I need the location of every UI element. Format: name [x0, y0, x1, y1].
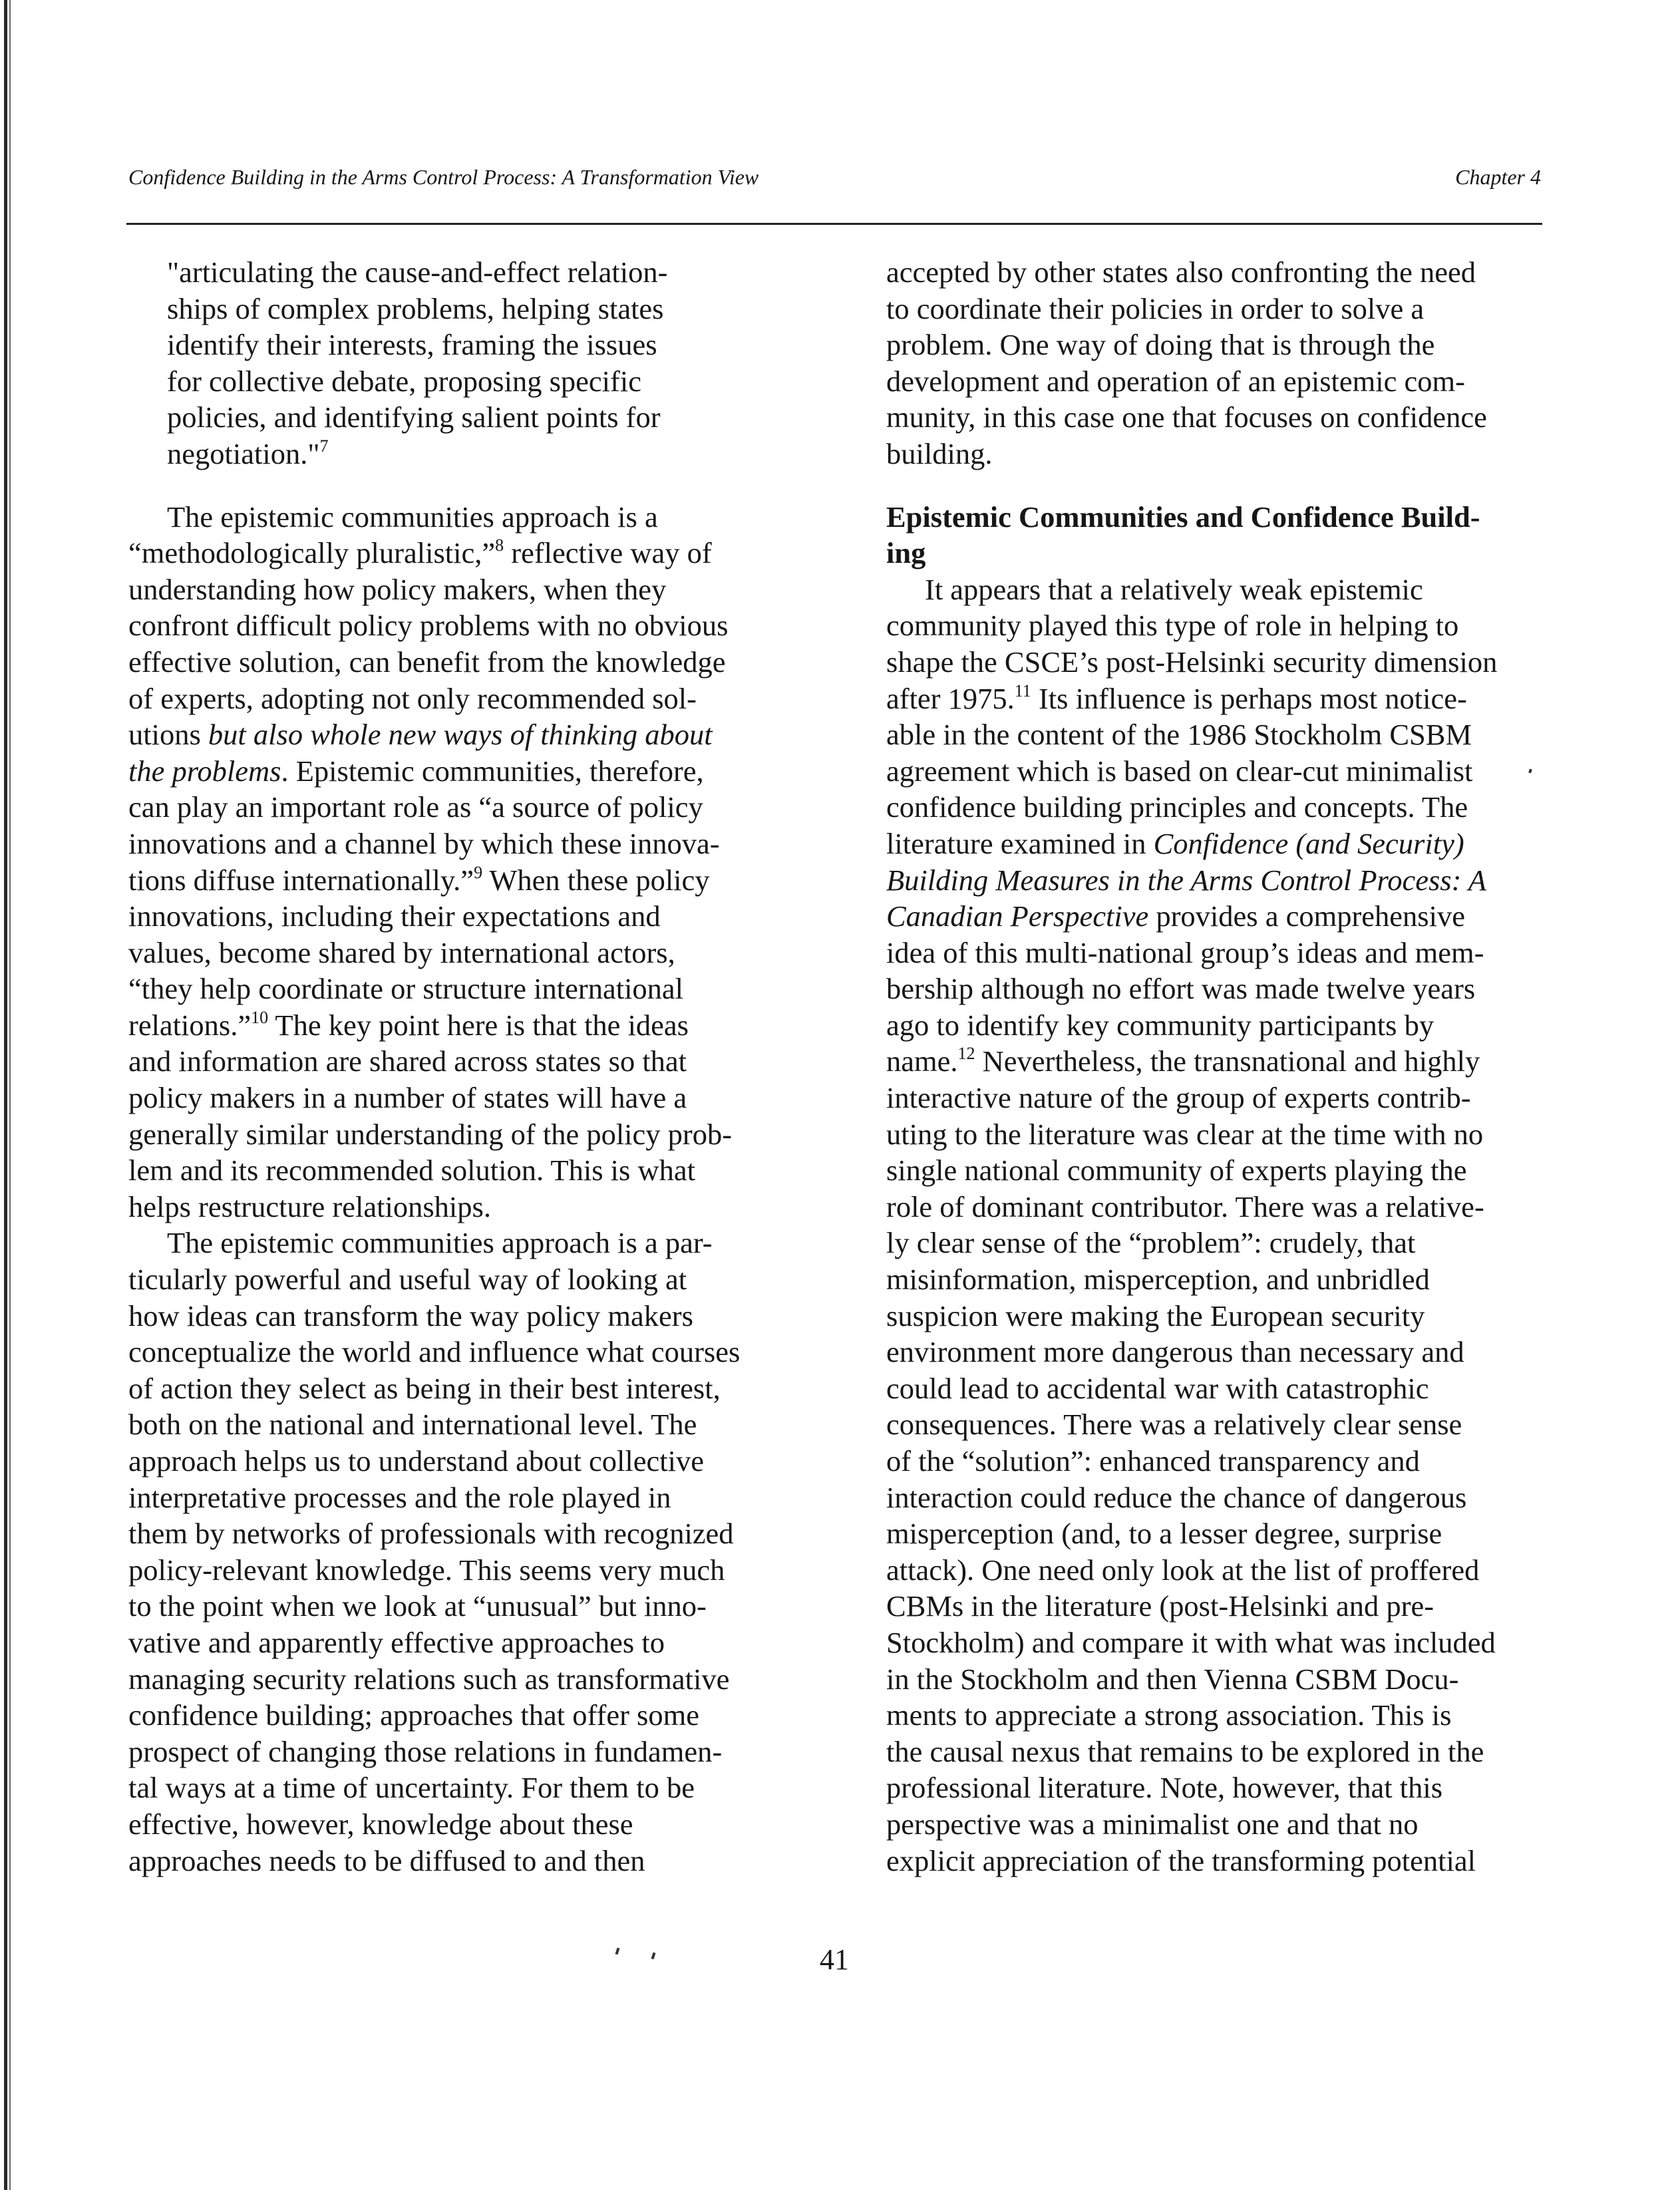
- text-line: uting to the literature was clear at the time with no: [886, 1117, 1484, 1151]
- text-line: The epistemic communities approach is a par-: [167, 1226, 713, 1260]
- paragraph: [886, 254, 1552, 472]
- text-line: tions diffuse internationally.”$^9$ When these policy: [128, 862, 710, 897]
- text-line: generally similar understanding of the policy prob-: [128, 1117, 733, 1151]
- text-line: relations.”$^{10}$ The key point here is that the ideas: [128, 1007, 689, 1042]
- text-line: innovations, including their expectations and: [128, 899, 661, 933]
- text-line: utions but also whole new ways of thinking about: [128, 718, 713, 752]
- scan-speck: [651, 1953, 656, 1960]
- text-line: idea of this multi-national group’s ideas and mem-: [886, 935, 1484, 969]
- text-line: ly clear sense of the “problem”: crudely, that: [886, 1226, 1416, 1260]
- text-line: It appears that a relatively weak epistemic: [925, 572, 1423, 606]
- text-line: approaches needs to be diffused to and then: [128, 1843, 645, 1877]
- text-line: building.: [886, 436, 993, 470]
- text-line: and information are shared across states so that: [128, 1044, 687, 1078]
- paragraph-gap: [128, 472, 794, 499]
- text-line: bership although no effort was made twelve years: [886, 972, 1476, 1006]
- scan-edge-mark: [4, 0, 7, 2190]
- text-line: “methodologically pluralistic,”$^8$ reflective way of: [128, 536, 712, 570]
- text-line: CBMs in the literature (post-Helsinki and pre-: [886, 1589, 1434, 1623]
- heading-line: Epistemic Communities and Confidence Build-: [886, 500, 1480, 534]
- text-line: managing security relations such as transformative: [128, 1662, 730, 1696]
- text-line: could lead to accidental war with catastrophic: [886, 1371, 1429, 1405]
- text-line: of action they select as being in their best interest,: [128, 1371, 721, 1405]
- text-line: effective solution, can benefit from the knowledge: [128, 645, 726, 679]
- text-line: understanding how policy makers, when they: [128, 572, 667, 606]
- text-line: accepted by other states also confronting the need: [886, 255, 1476, 289]
- paragraph-gap: [886, 472, 1552, 499]
- text-line: policy-relevant knowledge. This seems very much: [128, 1553, 725, 1587]
- text-line: “they help coordinate or structure international: [128, 972, 684, 1006]
- book-title: Confidence Building in the Arms Control Process: A Transformation View: [128, 165, 759, 189]
- text-line: community played this type of role in helping to: [886, 609, 1459, 643]
- text-line: values, become shared by international actors,: [128, 935, 675, 969]
- text-line: ships of complex problems, helping states: [167, 291, 664, 325]
- text-line: conceptualize the world and influence what courses: [128, 1335, 741, 1369]
- text-line: of the “solution”: enhanced transparency and: [886, 1444, 1420, 1478]
- text-line: interaction could reduce the chance of dangerous: [886, 1480, 1467, 1514]
- footnote-ref: 12: [957, 1044, 975, 1064]
- text-line: the problems. Epistemic communities, therefore,: [128, 754, 704, 788]
- footnote-ref: 7: [319, 436, 329, 456]
- text-line: Canadian Perspective provides a comprehensive: [886, 899, 1465, 933]
- text-line: to coordinate their policies in order to solve a: [886, 291, 1425, 325]
- italic-emphasis: Confidence (and Security): [1153, 826, 1464, 860]
- text-line: able in the content of the 1986 Stockholm CSBM: [886, 718, 1472, 752]
- text-line: explicit appreciation of the transforming potential: [886, 1843, 1476, 1877]
- text-line: environment more dangerous than necessary and: [886, 1335, 1464, 1369]
- heading-line: ing: [886, 536, 926, 570]
- text-line: innovations and a channel by which these innova-: [128, 826, 720, 860]
- text-line: prospect of changing those relations in fundamen-: [128, 1734, 723, 1768]
- text-line: name.$^{12}$ Nevertheless, the transnational and highly: [886, 1044, 1480, 1078]
- italic-emphasis: the problems: [128, 754, 281, 788]
- text-line: policy makers in a number of states will have a: [128, 1081, 687, 1115]
- text-line: tal ways at a time of uncertainty. For them to be: [128, 1771, 695, 1805]
- text-line: confidence building; approaches that offer some: [128, 1698, 699, 1732]
- text-line: can play an important role as “a source of policy: [128, 790, 703, 824]
- text-line: to the point when we look at “unusual” but inno-: [128, 1589, 707, 1623]
- text-line: misperception (and, to a lesser degree, surprise: [886, 1517, 1442, 1551]
- text-line: ago to identify key community participants by: [886, 1008, 1434, 1042]
- text-line: them by networks of professionals with recognized: [128, 1517, 734, 1551]
- text-line: suspicion were making the European security: [886, 1299, 1425, 1332]
- footnote-ref: 8: [495, 536, 504, 555]
- text-line: for collective debate, proposing specific: [167, 364, 641, 398]
- text-line: in the Stockholm and then Vienna CSBM Docu-: [886, 1662, 1459, 1696]
- text-line: helps restructure relationships.: [128, 1189, 491, 1223]
- chapter-label: Chapter 4: [1455, 165, 1541, 189]
- text-line: ticularly powerful and useful way of looking at: [128, 1263, 687, 1297]
- paragraph: [128, 1225, 794, 1879]
- text-line: development and operation of an epistemic com-: [886, 364, 1465, 398]
- paragraph: [886, 571, 1552, 1879]
- footnote-ref: 11: [1014, 681, 1031, 701]
- block-quote: [128, 254, 794, 472]
- footnote-ref: 10: [251, 1007, 269, 1027]
- left-column: [128, 254, 794, 1879]
- text-line: confront difficult policy problems with no obvious: [128, 609, 729, 643]
- text-line: both on the national and international level. The: [128, 1408, 697, 1442]
- text-line: problem. One way of doing that is through the: [886, 328, 1435, 362]
- text-line: lem and its recommended solution. This is what: [128, 1154, 695, 1187]
- text-line: munity, in this case one that focuses on confidence: [886, 400, 1487, 434]
- text-line: ments to appreciate a strong association. This is: [886, 1698, 1452, 1732]
- text-line: misinformation, misperception, and unbridled: [886, 1263, 1430, 1297]
- text-line: interactive nature of the group of experts contrib-: [886, 1081, 1471, 1115]
- text-line: Stockholm) and compare it with what was included: [886, 1625, 1496, 1659]
- italic-emphasis: Building Measures in the Arms Control Process: A: [886, 863, 1486, 897]
- italic-emphasis: Canadian Perspective: [886, 899, 1149, 933]
- text-line: the causal nexus that remains to be explored in the: [886, 1734, 1484, 1768]
- page-number: 41: [820, 1943, 849, 1976]
- text-line: policies, and identifying salient points for: [167, 400, 661, 434]
- text-line: [886, 862, 1552, 899]
- right-column: [886, 254, 1552, 1879]
- text-line: confidence building principles and concepts. The: [886, 790, 1468, 824]
- text-line: after 1975.11 Its influence is perhaps most notice-: [886, 681, 1467, 715]
- italic-emphasis: but also whole new ways of thinking about: [208, 718, 713, 752]
- text-line: interpretative processes and the role played in: [128, 1480, 671, 1514]
- text-line: consequences. There was a relatively clear sense: [886, 1408, 1462, 1442]
- text-line: single national community of experts playing the: [886, 1154, 1467, 1187]
- text-line: vative and apparently effective approaches to: [128, 1625, 665, 1659]
- scan-edge-mark-secondary: [9, 0, 11, 2190]
- text-line: negotiation."$^7$: [167, 436, 329, 470]
- text-line: "articulating the cause-and-effect relation-: [167, 255, 668, 289]
- text-line: agreement which is based on clear-cut minimalist: [886, 754, 1473, 788]
- text-line: effective, however, knowledge about these: [128, 1807, 633, 1841]
- text-line: The epistemic communities approach is a: [167, 500, 658, 534]
- text-line: identify their interests, framing the issues: [167, 328, 657, 362]
- footnote-ref: 9: [474, 862, 483, 882]
- text-line: professional literature. Note, however, that this: [886, 1771, 1443, 1805]
- text-line: perspective was a minimalist one and that no: [886, 1807, 1419, 1841]
- text-line: attack). One need only look at the list of proffered: [886, 1553, 1480, 1587]
- text-line: literature examined in Confidence (and Security): [886, 826, 1464, 860]
- text-line: of experts, adopting not only recommended sol-: [128, 681, 697, 715]
- text-line: approach helps us to understand about collective: [128, 1444, 705, 1478]
- paragraph: [128, 499, 794, 1225]
- text-line: how ideas can transform the way policy makers: [128, 1299, 693, 1332]
- text-line: role of dominant contributor. There was a relative-: [886, 1189, 1484, 1223]
- section-heading: [886, 499, 1552, 571]
- header-rule: [126, 223, 1542, 225]
- text-line: shape the CSCE’s post-Helsinki security dimension: [886, 645, 1498, 679]
- scan-speck: [615, 1948, 620, 1955]
